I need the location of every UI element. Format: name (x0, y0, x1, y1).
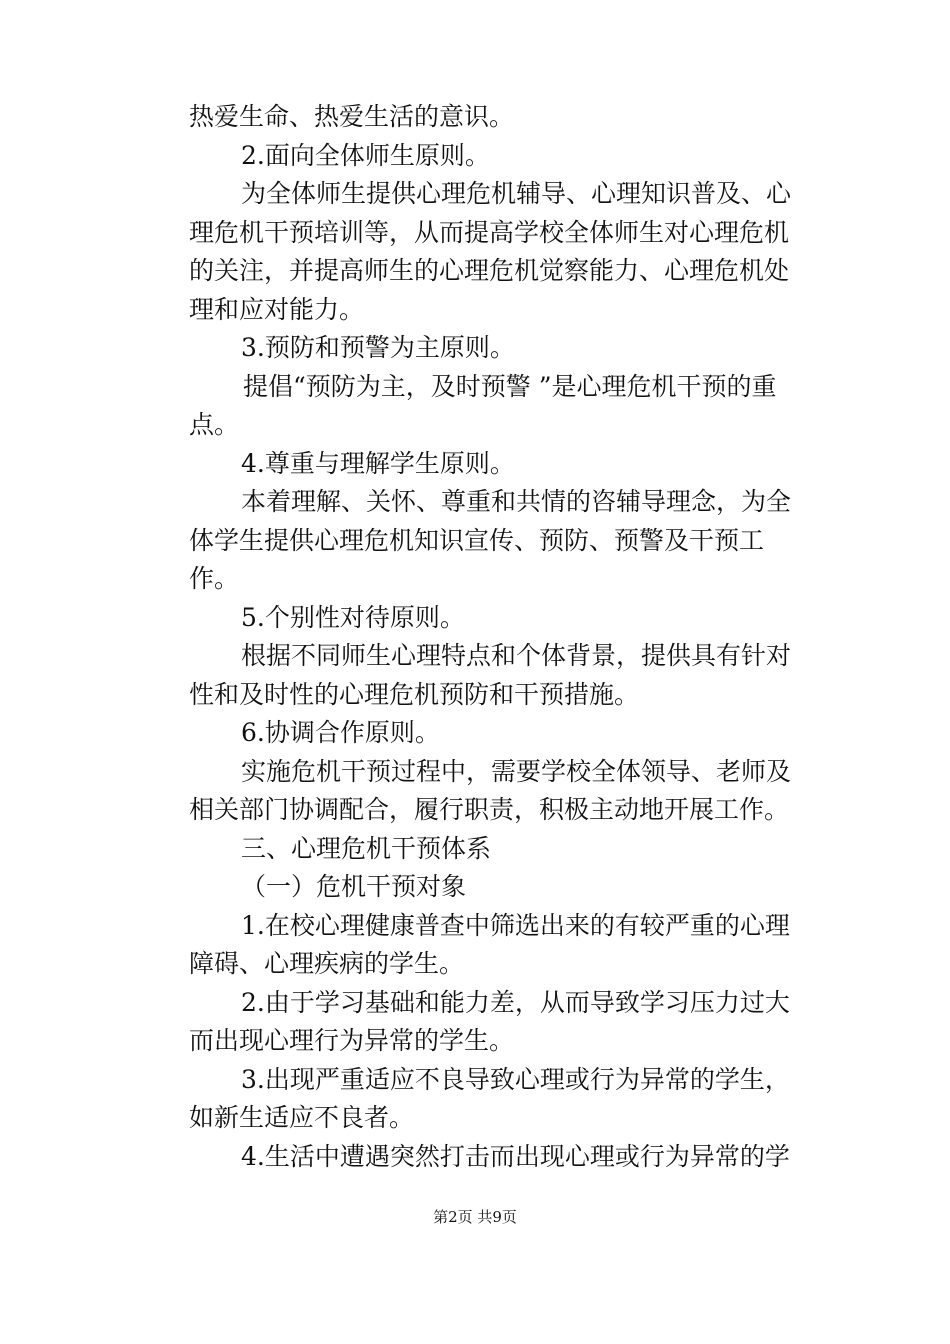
section-heading: 三、心理危机干预体系 (241, 833, 492, 863)
text-line: 障碍、心理疾病的学生。 (189, 949, 465, 978)
text-line: 如新生适应不良者。 (189, 1103, 415, 1132)
text-line: 性和及时性的心理危机预防和干预措施。 (189, 679, 640, 709)
text-line: 的关注，并提高师生的心理危机觉察能力、心理危机处 (189, 256, 790, 285)
text-line: 提倡“预防为主，及时预警 ”是心理危机干预的重 (243, 371, 777, 401)
text-line: 根据不同师生心理特点和个体背景，提供具有针对 (241, 641, 792, 670)
text-line: 理危机干预培训等，从而提高学校全体师生对心理危机 (189, 217, 790, 247)
page-number-footer: 第2页 共9页 (433, 1208, 517, 1226)
text-line: 作。 (189, 564, 240, 593)
text-line: 而出现心理行为异常的学生。 (189, 1026, 515, 1055)
text-line: 体学生提供心理危机知识宣传、预防、预警及干预工 (189, 525, 765, 555)
principle-heading: 6.协调合作原则。 (241, 718, 440, 747)
list-item: 1.在校心理健康普查中筛选出来的有较严重的心理 (241, 910, 790, 940)
text-line: 本着理解、关怀、尊重和共情的咨辅导理念，为全 (241, 487, 792, 516)
text-line: 热爱生命、热爱生活的意识。 (189, 102, 515, 131)
text-line: 理和应对能力。 (189, 294, 365, 324)
list-item: 4.生活中遭遇突然打击而出现心理或行为异常的学 (241, 1141, 790, 1171)
list-item: 3.出现严重适应不良导致心理或行为异常的学生， (241, 1064, 790, 1094)
subsection-heading: （一）危机干预对象 (241, 872, 467, 901)
text-line: 相关部门协调配合，履行职责，积极主动地开展工作。 (189, 795, 790, 824)
text-line: 实施危机干预过程中，需要学校全体领导、老师及 (241, 756, 792, 786)
text-line: 点。 (189, 410, 240, 439)
principle-heading: 3.预防和预警为主原则。 (241, 333, 515, 362)
principle-heading: 4.尊重与理解学生原则。 (241, 448, 515, 478)
principle-heading: 5.个别性对待原则。 (241, 602, 465, 632)
text-line: 为全体师生提供心理危机辅导、心理知识普及、心 (241, 179, 792, 208)
principle-heading: 2.面向全体师生原则。 (241, 140, 490, 170)
body-text (189, 98, 809, 1176)
list-item: 2.由于学习基础和能力差，从而导致学习压力过大 (241, 987, 790, 1017)
